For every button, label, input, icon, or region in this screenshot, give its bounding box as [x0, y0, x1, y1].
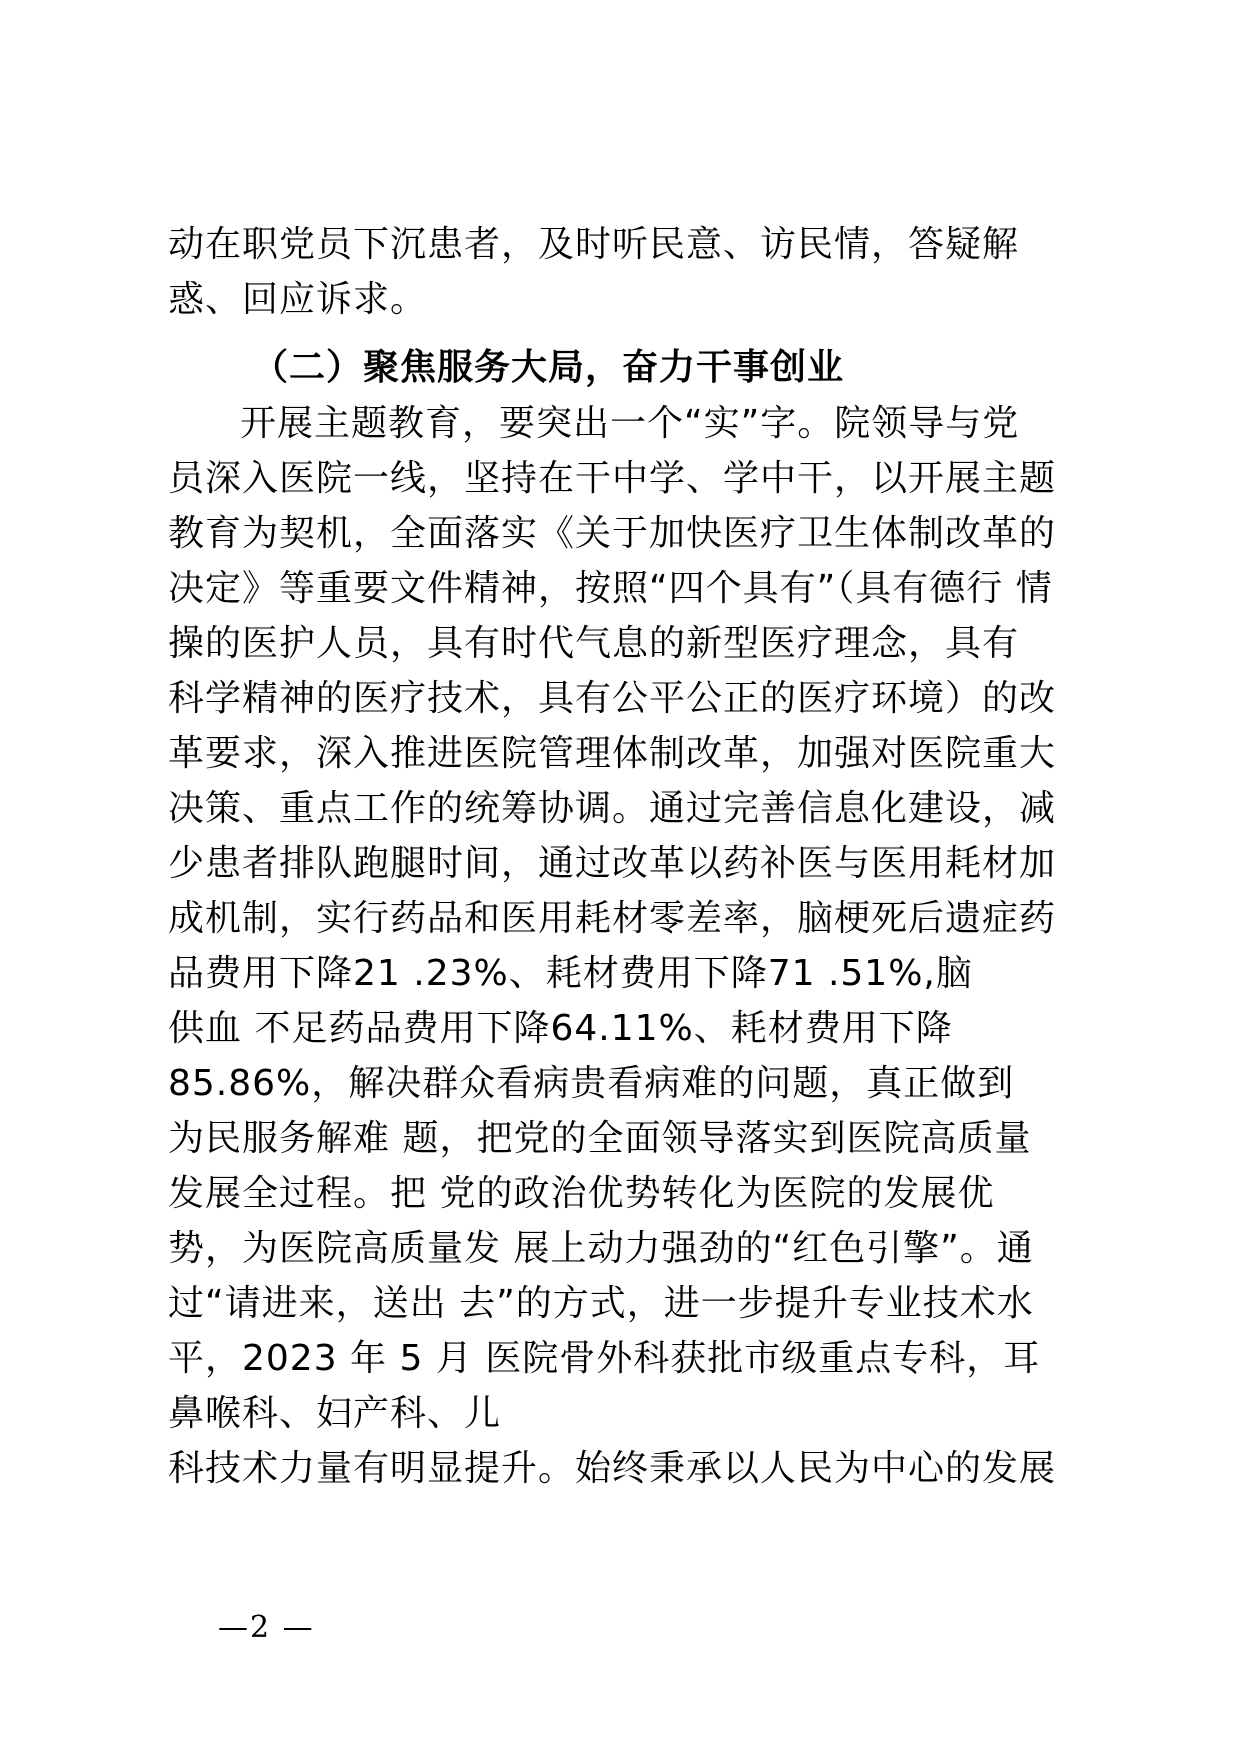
- section-heading: （二）聚焦服务大局，奋力干事创业: [252, 347, 845, 388]
- body-line-2: 惑、回应诉求。: [168, 279, 428, 320]
- body-line-19: 势，为医院高质量发 展上动力强劲的“红色引擎”。通: [168, 1228, 1034, 1269]
- page-number: —2 —: [218, 1610, 315, 1645]
- body-line-12: 少患者排队跑腿时间，通过改革以药补医与医用耗材加: [168, 843, 1057, 884]
- body-line-23: 科技术力量有明显提升。始终秉承以人民为中心的发展: [168, 1448, 1057, 1489]
- body-line-14: 品费用下降21 .23%、耗材费用下降71 .51%,脑: [168, 953, 973, 994]
- body-line-11: 决策、重点工作的统筹协调。通过完善信息化建设，减: [168, 788, 1057, 829]
- body-line-7: 决定》等重要文件精神，按照“四个具有”（具有德行 情: [168, 568, 1053, 609]
- body-line-15: 供血 不足药品费用下降64.11%、耗材费用下降: [168, 1008, 953, 1049]
- body-line-1: 动在职党员下沉患者，及时听民意、访民情，答疑解: [168, 224, 1020, 265]
- body-line-9: 科学精神的医疗技术，具有公平公正的医疗环境）的改: [168, 678, 1057, 719]
- body-line-5: 员深入医院一线，坚持在干中学、学中干，以开展主题: [168, 458, 1057, 499]
- body-line-20: 过“请进来，送出 去”的方式，进一步提升专业技术水: [168, 1283, 1034, 1324]
- paragraph-first-line: 开展主题教育，要突出一个“实”字。院领导与党: [240, 403, 1020, 444]
- body-line-13: 成机制，实行药品和医用耗材零差率，脑梗死后遗症药: [168, 898, 1057, 939]
- body-line-10: 革要求，深入推进医院管理体制改革，加强对医院重大: [168, 733, 1057, 774]
- body-line-6: 教育为契机，全面落实《关于加快医疗卫生体制改革的: [168, 513, 1057, 554]
- body-line-18: 发展全过程。把 党的政治优势转化为医院的发展优: [168, 1173, 995, 1214]
- body-line-22: 鼻喉科、妇产科、儿: [168, 1393, 502, 1434]
- body-line-8: 操的医护人员，具有时代气息的新型医疗理念，具有: [168, 623, 1020, 664]
- body-line-16: 85.86%，解决群众看病贵看病难的问题，真正做到: [168, 1063, 1015, 1104]
- body-line-21: 平，2023 年 5 月 医院骨外科获批市级重点专科，耳: [168, 1338, 1041, 1379]
- body-line-17: 为民服务解难 题，把党的全面领导落实到医院高质量: [168, 1118, 1032, 1159]
